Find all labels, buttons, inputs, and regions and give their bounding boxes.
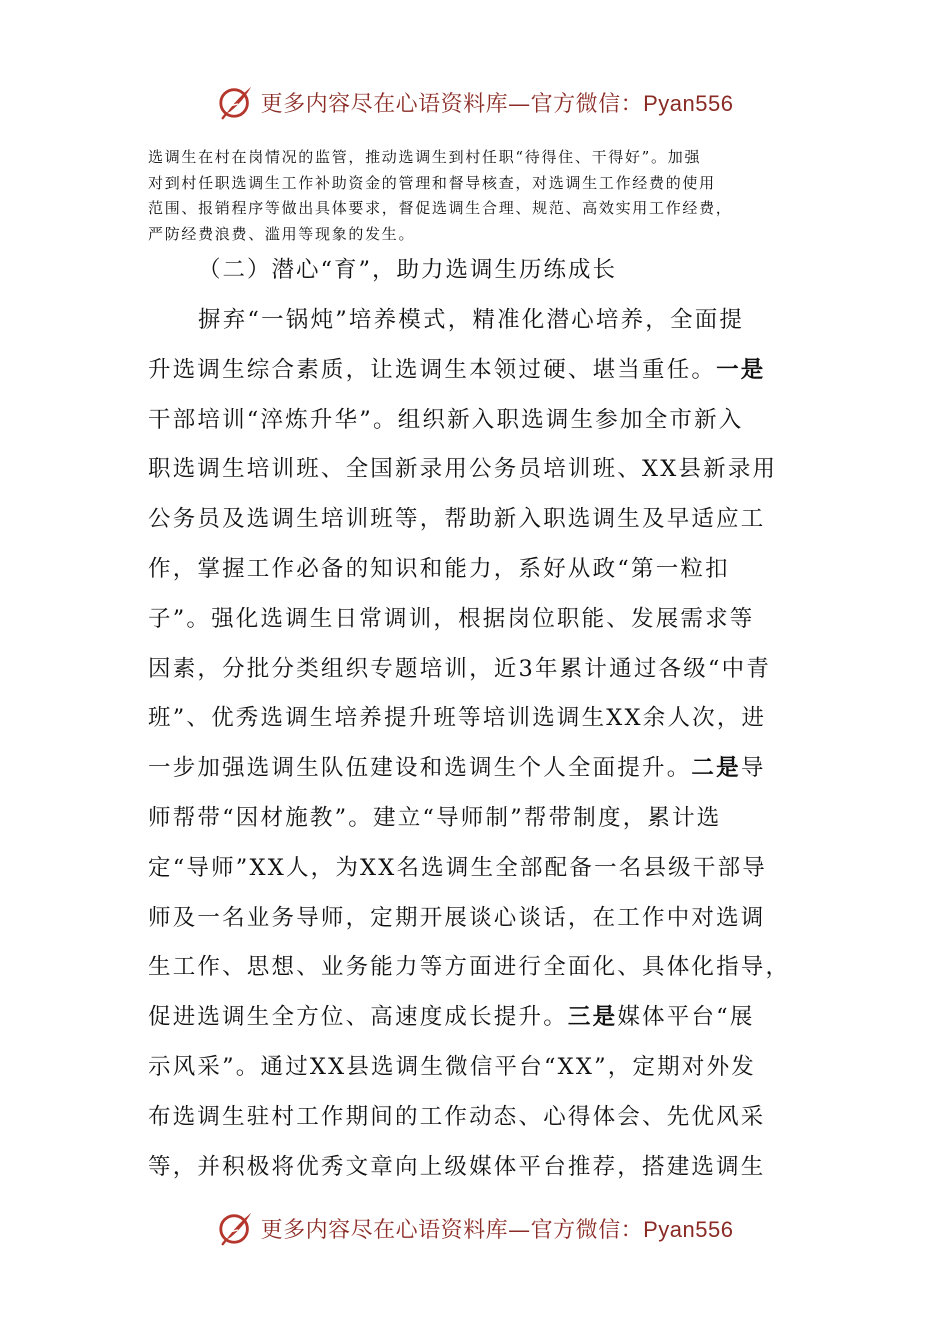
body-line: 子”。强化选调生日常调训，根据岗位职能、发展需求等	[148, 605, 755, 632]
body-line: 作，掌握工作必备的知识和能力，系好从政“第一粒扣	[148, 555, 730, 582]
section-heading: （二）潜心“育”，助力选调生历练成长	[198, 257, 618, 283]
banner-wechat-handle: Pyan556	[643, 1216, 734, 1242]
body-line: 布选调生驻村工作期间的工作动态、心得体会、先优风采	[148, 1103, 766, 1130]
intro-line: 严防经费浪费、滥用等现象的发生。	[148, 224, 416, 243]
header-watermark-banner	[0, 82, 950, 122]
body-line: 等，并积极将优秀文章向上级媒体平台推荐，搭建选调生	[148, 1153, 766, 1180]
body-line: 班”、优秀选调生培养提升班等培训选调生XX余人次，进	[148, 705, 767, 732]
bold-marker-third: 三是	[567, 1004, 618, 1031]
body-line	[148, 744, 820, 794]
intro-line: 选调生在村在岗情况的监管，推动选调生到村任职“待得住、干得好”。加强	[148, 148, 702, 166]
body-line: 师帮带“因材施教”。建立“导师制”帮带制度，累计选	[148, 804, 722, 831]
body-line: 因素，分批分类组织专题培训，近3年累计通过各级“中青	[148, 655, 772, 682]
banner-prefix: 更多内容尽在心语资料库—官方微信：	[260, 91, 644, 117]
body-line	[148, 993, 820, 1043]
banner-wechat-handle: Pyan556	[643, 90, 734, 116]
intro-line: 对到村任职选调生工作补助资金的管理和督导核查，对选调生工作经费的使用	[148, 173, 716, 192]
body-text: 促进选调生全方位、高速度成长提升。	[148, 1004, 568, 1031]
body-line: 示风采”。通过XX县选调生微信平台“XX”，定期对外发	[148, 1053, 756, 1080]
quill-logo-icon	[217, 83, 255, 121]
banner-text	[261, 87, 734, 118]
body-line: 师及一名业务导师，定期开展谈心谈话，在工作中对选调	[148, 904, 766, 931]
bold-marker-second: 二是	[691, 755, 741, 782]
banner-text	[261, 1213, 734, 1244]
footer-watermark-banner	[0, 1208, 950, 1248]
body-text: 媒体平台“展	[617, 1004, 755, 1031]
body-text: 一步加强选调生队伍建设和选调生个人全面提升。	[148, 755, 692, 782]
body-line: 摒弃“一锅炖”培养模式，精准化潜心培养，全面提	[198, 307, 745, 333]
body-line: 公务员及选调生培训班等，帮助新入职选调生及早适应工	[148, 506, 766, 533]
body-text: 导	[740, 755, 766, 782]
body-line: 职选调生培训班、全国新录用公务员培训班、XX县新录用	[148, 456, 778, 483]
body-line: 生工作、思想、业务能力等方面进行全面化、具体化指导，	[148, 954, 791, 981]
intro-line: 范围、报销程序等做出具体要求，督促选调生合理、规范、高效实用工作经费，	[148, 199, 733, 217]
body-line: 定“导师”XX人，为XX名选调生全部配备一名县级干部导	[148, 854, 767, 881]
body-paragraph	[148, 296, 820, 1192]
body-line	[148, 346, 820, 396]
intro-paragraph	[148, 145, 820, 247]
body-line: 干部培训“淬炼升华”。组织新入职选调生参加全市新入	[148, 406, 744, 433]
bold-marker-first: 一是	[716, 356, 766, 383]
banner-prefix: 更多内容尽在心语资料库—官方微信：	[260, 1217, 644, 1243]
quill-logo-icon	[217, 1209, 255, 1247]
body-text: 升选调生综合素质，让选调生本领过硬、堪当重任。	[148, 356, 717, 383]
